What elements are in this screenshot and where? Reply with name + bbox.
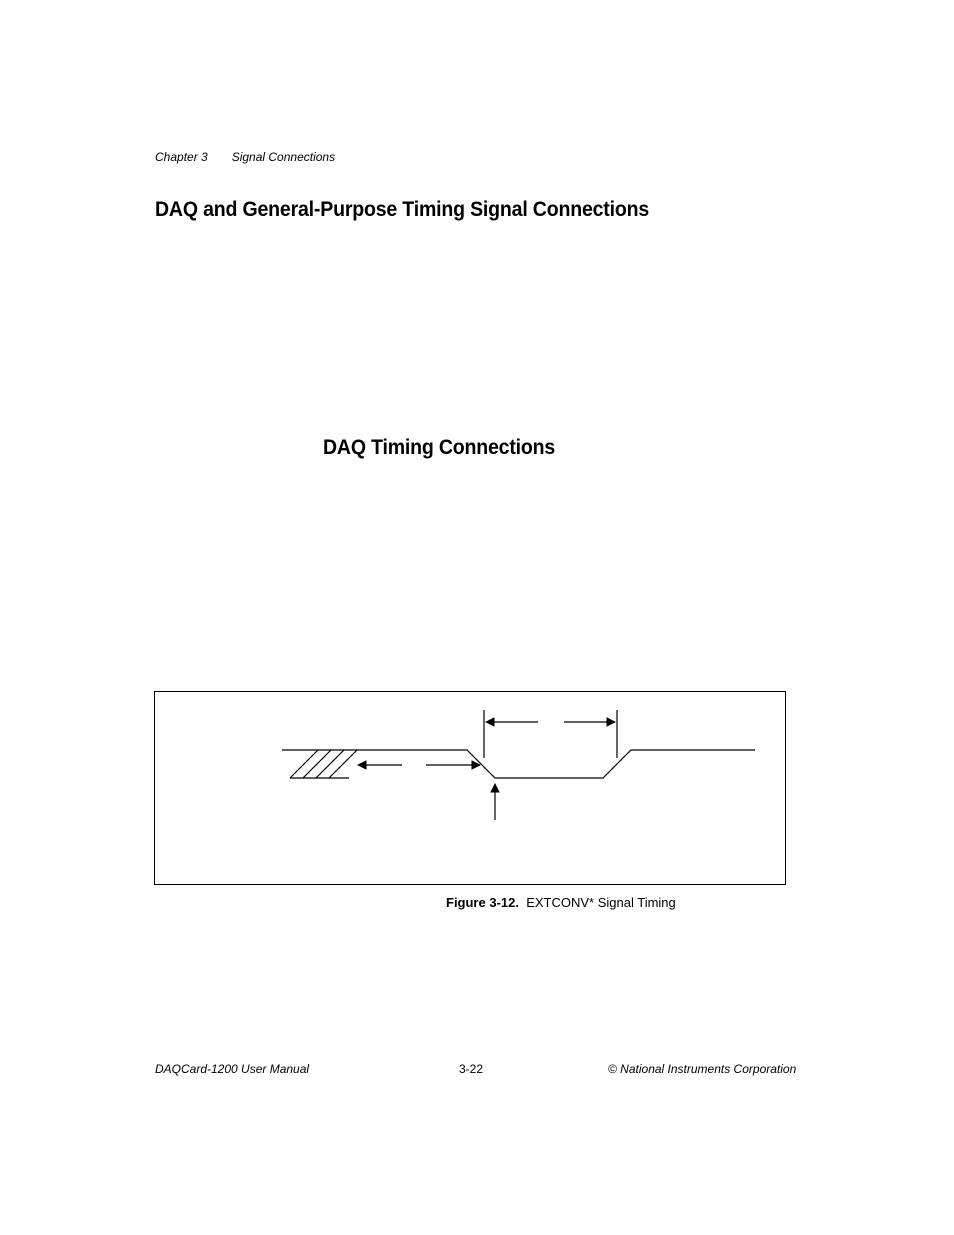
section-heading: DAQ and General-Purpose Timing Signal Connections (155, 198, 650, 221)
hatched-region (290, 750, 357, 778)
figure-title: EXTCONV* Signal Timing (526, 895, 676, 910)
chapter-label: Chapter 3 (155, 150, 208, 164)
extconv-timing-diagram (155, 692, 785, 884)
footer-copyright: © National Instruments Corporation (608, 1062, 797, 1076)
running-head (155, 150, 335, 164)
footer-page-number: 3-22 (459, 1062, 484, 1076)
figure-number: Figure 3-12. (446, 895, 519, 910)
subsection-heading: DAQ Timing Connections (323, 436, 556, 459)
timing-diagram-frame (154, 691, 786, 885)
footer-manual-title: DAQCard-1200 User Manual (155, 1062, 310, 1076)
figure-caption (446, 895, 676, 910)
section-label: Signal Connections (231, 150, 336, 164)
